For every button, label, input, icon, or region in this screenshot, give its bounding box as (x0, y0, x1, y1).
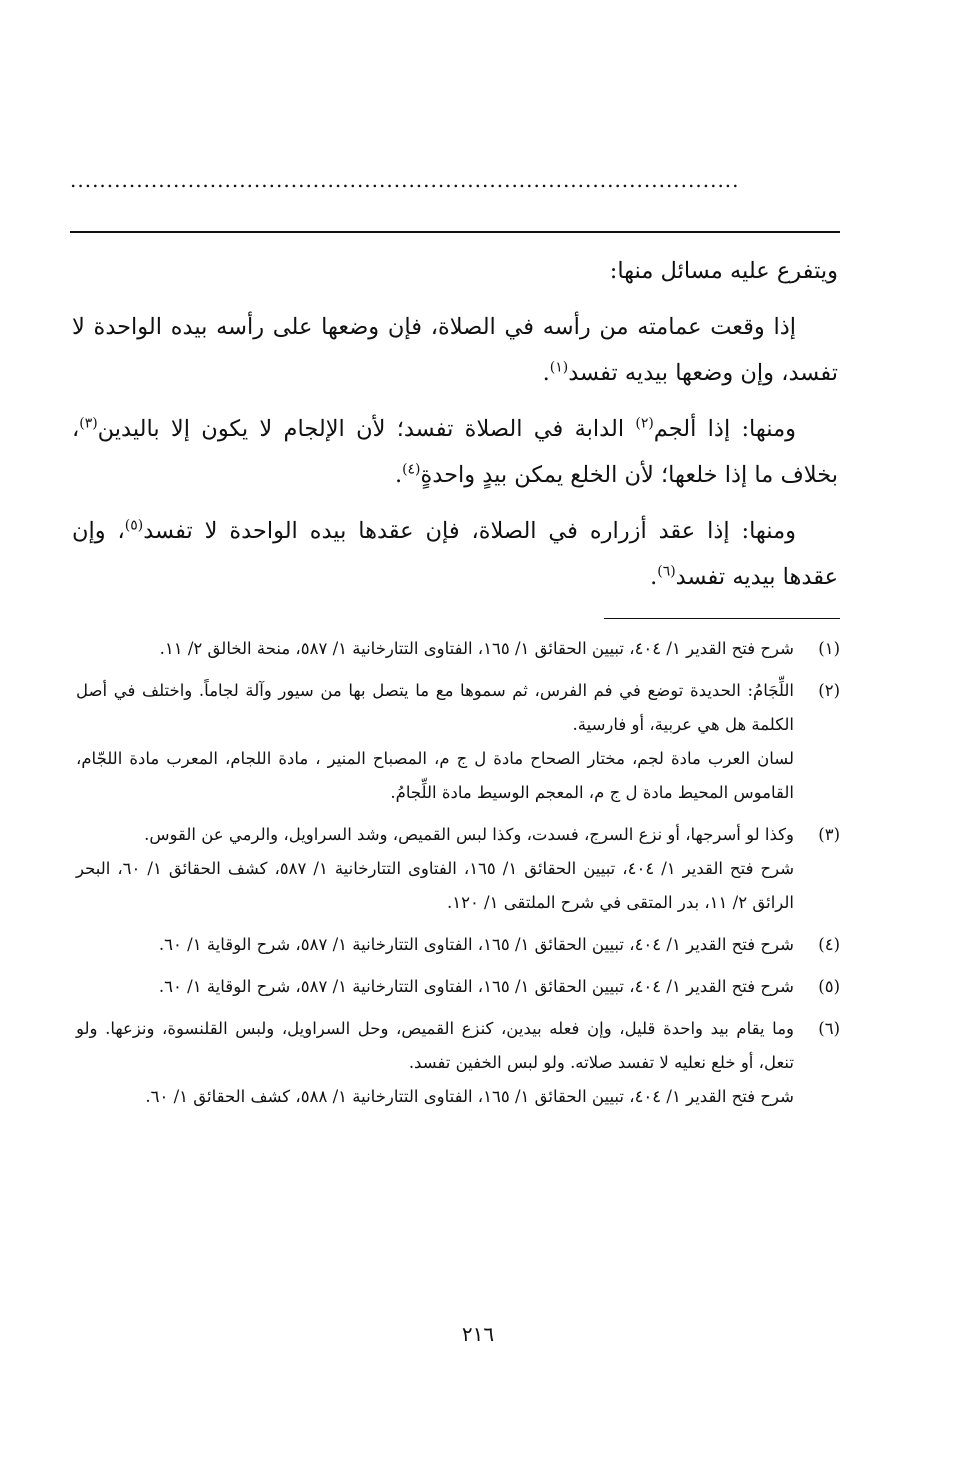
footnote-text: شرح فتح القدير ١/ ٤٠٤، تبيين الحقائق ١/ ١٦٥، الفتاوى التتارخانية ١/ ٥٨٧، شرح الوقاية ١/ ٦٠. (158, 977, 794, 996)
footnote-4 (76, 928, 840, 962)
intro-text: ويتفرع عليه مسائل منها: (609, 258, 838, 284)
footnote-3 (76, 818, 840, 920)
footnote-number: (٦) (818, 1019, 840, 1038)
paragraph-buttons: ومنها: إذا عقد أزراره في الصلاة، فإن عقدها بيده الواحدة لا تفسد$^{(٥)}$، وإن عقدها بيديه تفسد$^{(٦)}$. (72, 517, 838, 590)
footnote-text: شرح فتح القدير ١/ ٤٠٤، تبيين الحقائق ١/ ١٦٥، الفتاوى التتارخانية ١/ ٥٨٧، شرح الوقاية ١/ ٦٠. (158, 935, 794, 954)
footnote-ref-6[interactable]: (٦) (657, 563, 676, 580)
footnote-text: شرح فتح القدير ١/ ٤٠٤، تبيين الحقائق ١/ ١٦٥، الفتاوى التتارخانية ١/ ٥٨٧، كشف الحقائق ١/ ٦٠، البحر الرائق ٢/ ١١، بدر المتقى في شرح الملتقى ١/ ١٢٠. (76, 859, 795, 912)
footnote-text: شرح فتح القدير ١/ ٤٠٤، تبيين الحقائق ١/ ١٦٥، الفتاوى التتارخانية ١/ ٥٨٧، منحة الخالق ٢/ ١١. (159, 639, 794, 658)
footnote-ref-4[interactable]: (٤) (402, 461, 421, 478)
footnote-ref-3[interactable]: (٣) (79, 415, 98, 432)
footnote-number: (١) (818, 639, 840, 658)
footnote-1 (76, 632, 840, 666)
paragraph-turban: إذا وقعت عمامته من رأسه في الصلاة، فإن وضعها على رأسه بيده الواحدة لا تفسد، وإن وضعها بيديه تفسد$^{(١)}$. (72, 314, 838, 386)
footnote-text: وكذا لو أسرجها، أو نزع السرج، فسدت، وكذا لبس القميص، وشد السراويل، والرمي عن القوس. (144, 825, 794, 844)
footnote-5 (76, 970, 840, 1004)
footnote-number: (٣) (818, 825, 840, 844)
paragraph-bridle: ومنها: إذا ألجم$^{(٢)}$ الدابة في الصلاة تفسد؛ لأن الإلجام لا يكون إلا باليدين$^{(٣)}$، بخلاف ما إذا خلعها؛ لأن الخلع يمكن بيدٍ واحدةٍ$^{(٤)}$. (72, 415, 838, 488)
footnote-number: (٢) (818, 681, 840, 700)
footnote-text: اللِّجَامُ: الحديدة توضع في فم الفرس، ثم سموها مع ما يتصل بها من سيور وآلة لجاماً. واختلف في أصل الكلمة هل هي عربية، أو فارسية. (76, 681, 794, 734)
footnote-ref-1[interactable]: (١) (549, 359, 569, 376)
footnote-ref-5[interactable]: (٥) (124, 517, 144, 534)
top-rule (70, 231, 840, 233)
paragraph-intro (72, 248, 838, 294)
footnote-number: (٥) (818, 977, 840, 996)
footnote-2 (76, 674, 840, 810)
footnote-ref-2[interactable]: (٢) (635, 415, 654, 432)
dotted-separator: ........................................................................................... (70, 170, 740, 190)
turban-text: إذا وقعت عمامته من رأسه في الصلاة، فإن وضعها على رأسه بيده الواحدة لا تفسد، وإن وضعها بيديه تفسد (72, 314, 838, 386)
footnote-6 (76, 1012, 840, 1114)
main-text (72, 248, 838, 610)
footnote-number: (٤) (818, 935, 840, 954)
footnote-text: وما يقام بيد واحدة قليل، وإن فعله بيدين، كنزع القميص، وحل السراويل، ولبس القلنسوة، ونزعها. ولو تنعل، أو خلع نعليه لا تفسد صلاته. ولو لبس الخفين تفسد. (76, 1019, 794, 1072)
footnotes (76, 632, 840, 1122)
footnote-separator (604, 618, 840, 619)
footnote-text: شرح فتح القدير ١/ ٤٠٤، تبيين الحقائق ١/ ١٦٥، الفتاوى التتارخانية ١/ ٥٨٨، كشف الحقائق ١/ ٦٠. (145, 1087, 794, 1106)
footnote-text: لسان العرب مادة لجم، مختار الصحاح مادة ل ج م، المصباح المنير ، مادة اللجام، المعرب مادة اللجّام، القاموس المحيط مادة ل ج م، المعجم الوسيط مادة اللِّجامُ. (76, 749, 794, 802)
page-number: ٢١٦ (461, 1322, 495, 1346)
